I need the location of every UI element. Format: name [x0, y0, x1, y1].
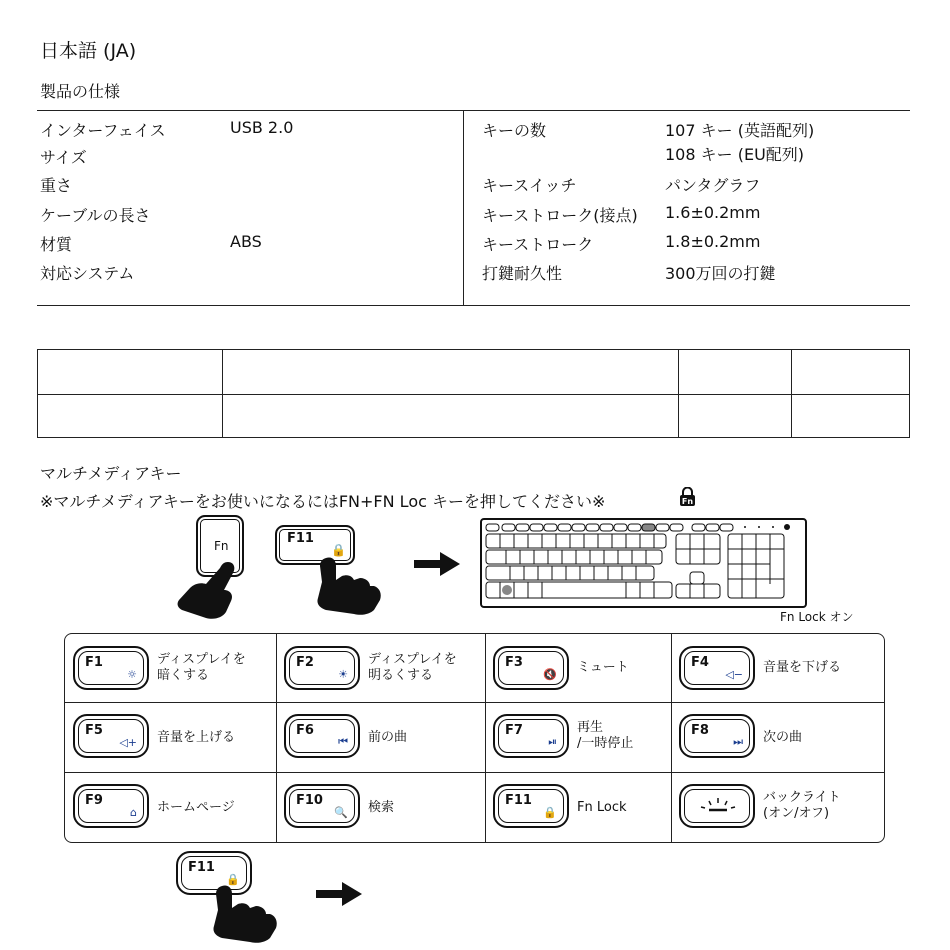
f2-key[interactable] — [284, 646, 360, 690]
fn-lock-icon: 🔒 — [331, 543, 346, 557]
function-key-cell — [485, 702, 671, 772]
key-label: F5 — [85, 723, 103, 738]
spec-value: 108 キー (EU配列) — [665, 145, 805, 164]
spec-label: キーストローク(接点) — [482, 206, 638, 225]
description-line: 検索 — [368, 800, 395, 815]
play-pause-icon: ⏯ — [548, 735, 557, 748]
f4-key[interactable] — [679, 646, 755, 690]
section-title: 製品の仕様 — [40, 82, 121, 101]
key-description — [157, 730, 235, 746]
spec-label: キーの数 — [482, 121, 547, 140]
multimedia-heading: マルチメディアキー — [40, 464, 182, 483]
spec-label: サイズ — [40, 148, 87, 167]
key-label: F2 — [296, 655, 314, 670]
f6-key[interactable] — [284, 714, 360, 758]
spec-divider — [463, 110, 464, 305]
home-icon: ⌂ — [130, 806, 137, 819]
spec-label: 対応システム — [40, 264, 135, 283]
key-label: F10 — [296, 793, 323, 808]
volume-up-icon: ◁+ — [119, 736, 137, 749]
keyboard-illustration — [480, 518, 807, 608]
next-track-icon: ⏭ — [733, 735, 743, 748]
description-line: ホームページ — [157, 800, 235, 815]
description-line: 次の曲 — [763, 730, 803, 745]
spec-bottom-rule — [37, 305, 910, 306]
description-line: 暗くする — [157, 668, 210, 683]
spec-label: 打鍵耐久性 — [482, 264, 563, 283]
key-label: F4 — [691, 655, 709, 670]
previous-track-icon: ⏮ — [338, 735, 348, 748]
multimedia-note: ※マルチメディアキーをお使いになるにはFN+FN Loc キーを押してください※ — [40, 492, 606, 511]
key-description — [368, 800, 394, 816]
f9-key[interactable] — [73, 784, 149, 828]
key-description — [157, 800, 235, 816]
key-description — [577, 660, 629, 676]
function-key-cell — [671, 634, 886, 702]
f7-key[interactable] — [493, 714, 569, 758]
keyboard-row — [486, 524, 733, 531]
description-line: ディスプレイを — [368, 652, 457, 667]
f3-key[interactable] — [493, 646, 569, 690]
language-title: 日本語 (JA) — [40, 40, 137, 62]
key-description — [577, 800, 627, 816]
function-key-cell — [485, 634, 671, 702]
table-row-divider — [38, 394, 909, 395]
arrow-right-icon — [414, 552, 460, 580]
fn-lock-icon: 🔒 — [543, 806, 557, 819]
f10-key[interactable] — [284, 784, 360, 828]
function-key-cell — [671, 702, 886, 772]
spec-value: 1.6±0.2mm — [665, 203, 761, 222]
key-description — [763, 730, 802, 746]
backlight-key[interactable] — [679, 784, 755, 828]
description-line: 音量を下げる — [763, 660, 842, 675]
key-label: F6 — [296, 723, 314, 738]
key-description — [157, 652, 246, 684]
key-label: F7 — [505, 723, 523, 738]
spec-value: 300万回の打鍵 — [665, 264, 776, 283]
arrow-right-icon — [316, 882, 362, 910]
brightness-down-icon: ☼ — [127, 668, 137, 681]
spec-label: インターフェイス — [40, 121, 166, 140]
spec-label: 重さ — [40, 176, 73, 195]
description-line: Fn Lock — [577, 800, 627, 815]
padlock-fn-icon — [679, 487, 696, 506]
key-label: F3 — [505, 655, 523, 670]
function-key-cell — [65, 634, 276, 702]
fn-lock-icon: 🔒 — [226, 873, 240, 886]
description-line: 前の曲 — [368, 730, 408, 745]
hand-pointer-icon — [176, 560, 246, 624]
key-description — [368, 730, 407, 746]
brightness-up-icon: ☀ — [338, 668, 348, 681]
key-description — [763, 660, 841, 676]
key-description — [763, 790, 841, 822]
function-key-cell — [276, 702, 485, 772]
backlight-icon — [697, 796, 739, 816]
description-line: (オン/オフ) — [763, 806, 830, 821]
spec-value: 1.8±0.2mm — [665, 232, 761, 251]
f5-key[interactable] — [73, 714, 149, 758]
key-label: F11 — [505, 793, 532, 808]
mute-icon: 🔇 — [543, 668, 557, 681]
spec-label: 材質 — [40, 235, 73, 254]
spec-value: 107 キー (英語配列) — [665, 121, 815, 140]
description-line: ディスプレイを — [157, 652, 246, 667]
spec-value: パンタグラフ — [665, 176, 761, 195]
spec-label: キースイッチ — [482, 176, 577, 195]
function-key-cell — [65, 702, 276, 772]
key-label: F1 — [85, 655, 103, 670]
description-line: ミュート — [577, 660, 629, 675]
f8-key[interactable] — [679, 714, 755, 758]
function-key-cell — [671, 772, 886, 842]
f11-fn-lock-key[interactable] — [493, 784, 569, 828]
description-line: 再生 — [577, 720, 604, 735]
search-icon: 🔍 — [334, 806, 348, 819]
spec-value: ABS — [230, 232, 262, 251]
spec-label: キーストローク — [482, 235, 594, 254]
keyboard-keys-drawing — [482, 520, 805, 606]
f1-key[interactable] — [73, 646, 149, 690]
function-key-cell — [276, 634, 485, 702]
function-key-cell — [65, 772, 276, 842]
description-line: 明るくする — [368, 668, 434, 683]
hand-pointer-icon — [208, 884, 280, 948]
function-key-cell — [276, 772, 485, 842]
key-label: F8 — [691, 723, 709, 738]
key-label: F11 — [188, 860, 215, 875]
volume-down-icon: ◁− — [725, 668, 743, 681]
hand-pointer-icon — [312, 556, 384, 620]
key-description — [368, 652, 457, 684]
fn-lock-on-label: Fn Lock オン — [780, 610, 854, 624]
function-key-grid — [64, 633, 885, 843]
description-line: バックライト — [763, 790, 841, 805]
spec-top-rule — [37, 110, 910, 111]
spec-value: USB 2.0 — [230, 118, 294, 137]
empty-table — [37, 349, 910, 438]
key-label: F9 — [85, 793, 103, 808]
f11-key-label: F11 — [287, 531, 314, 546]
description-line: /一時停止 — [577, 736, 634, 751]
key-description — [577, 720, 633, 752]
function-key-cell — [485, 772, 671, 842]
svg-text:Fn: Fn — [681, 497, 694, 506]
description-line: 音量を上げる — [157, 730, 236, 745]
spec-label: ケーブルの長さ — [40, 206, 151, 225]
fn-key-label: Fn — [214, 539, 229, 553]
